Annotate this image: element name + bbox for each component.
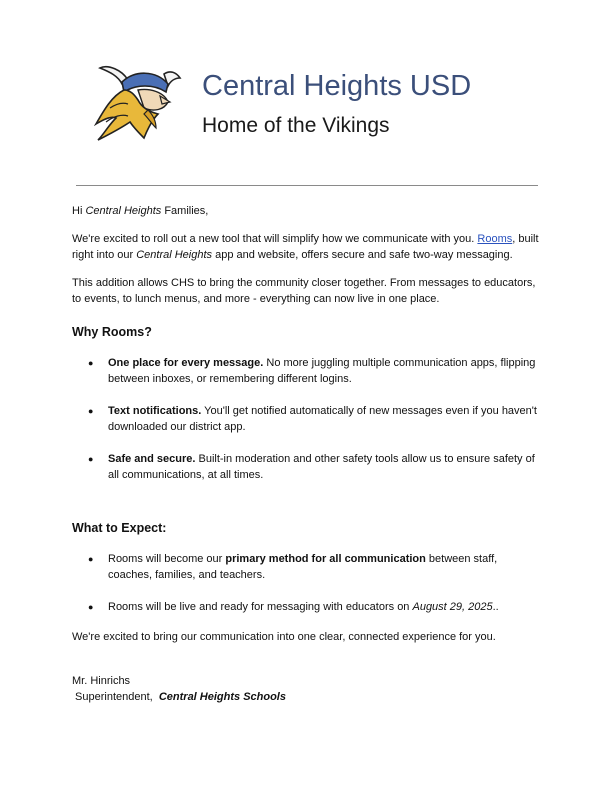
district-title: Central Heights USD	[202, 70, 472, 102]
list-item: ● One place for every message. No more juggling multiple communication apps, flipping between inboxes, or remembering different logins.	[72, 355, 544, 387]
viking-mascot-icon	[94, 62, 190, 142]
why-rooms-heading: Why Rooms?	[72, 325, 152, 339]
rooms-link[interactable]: Rooms	[477, 233, 513, 245]
why-rooms-list	[72, 355, 544, 483]
closing-paragraph: We're excited to bring our communication into one clear, connected experience for you.	[72, 631, 496, 643]
signature-role: Superintendent, Central Heights Schools	[72, 691, 286, 703]
intro-paragraph-1: We're excited to roll out a new tool that will simplify how we communicate with you. Rooms, built right into our Central Heights app and website, offers secure and safe two-way messaging.	[72, 233, 539, 261]
letter-body	[72, 203, 544, 705]
what-to-expect-heading: What to Expect:	[72, 521, 167, 535]
list-item: ● Rooms will become our primary method for all communication between staff, coaches, families, and teachers.	[72, 551, 544, 583]
header-divider	[76, 185, 538, 186]
expect-list	[72, 551, 544, 615]
district-subtitle: Home of the Vikings	[202, 114, 390, 137]
list-item: ● Text notifications. You'll get notified automatically of new messages even if you haven't downloaded our district app.	[72, 403, 544, 435]
list-item: ● Rooms will be live and ready for messaging with educators on August 29, 2025..	[72, 599, 544, 615]
intro-paragraph-2: This addition allows CHS to bring the community closer together. From messages to educators, to events, to lunch menus, and more - everything can now live in one place.	[72, 277, 536, 305]
signature-name: Mr. Hinrichs	[72, 675, 131, 687]
letterhead	[94, 60, 534, 150]
list-item: ● Safe and secure. Built-in moderation and other safety tools allow us to ensure safety of all communications, at all times.	[72, 451, 544, 483]
greeting: Hi Central Heights Families,	[72, 205, 209, 217]
